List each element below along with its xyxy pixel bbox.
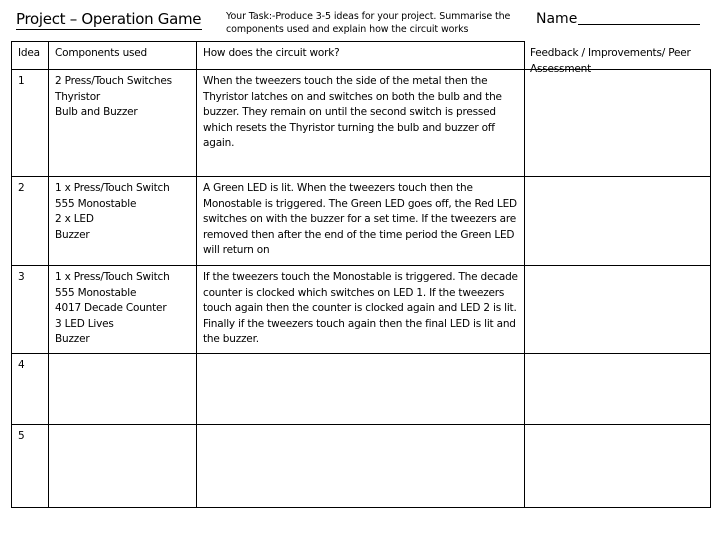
component-item: 555 Monostable — [55, 286, 137, 299]
idea-number: 5 — [12, 425, 49, 508]
component-item: 2 x LED — [55, 213, 94, 226]
component-item: Buzzer — [55, 333, 90, 346]
feedback-header-cell — [525, 42, 711, 70]
table-row — [12, 425, 711, 508]
idea-number: 2 — [12, 177, 49, 266]
name-underline — [578, 24, 700, 25]
feedback-cell[interactable] — [525, 425, 711, 508]
component-item: 1 x Press/Touch Switch — [55, 182, 170, 194]
how-cell[interactable] — [197, 177, 525, 266]
idea-number: 1 — [12, 70, 49, 177]
component-item: 555 Monostable — [55, 197, 137, 210]
component-item: Thyristor — [55, 90, 101, 103]
how-header: How does the circuit work? — [197, 42, 525, 70]
name-label: Name — [536, 11, 578, 27]
name-field[interactable] — [536, 9, 700, 29]
component-item: Buzzer — [55, 228, 90, 241]
how-text: If the tweezers touch the Monostable is triggered. The decade counter is clocked which switches on LED 1. If the tweezers touch again then the counter is clocked again and LED 2 is lit. Finally if the tweezers touch again then the final LED is lit and the buzzer. — [203, 271, 518, 346]
page-title: Project – Operation Game — [16, 10, 202, 28]
component-item: 4017 Decade Counter — [55, 302, 167, 315]
components-header: Components used — [49, 42, 197, 70]
component-item: 3 LED Lives — [55, 317, 114, 330]
how-cell[interactable] — [197, 266, 525, 354]
how-cell[interactable] — [197, 354, 525, 425]
idea-number: 4 — [12, 354, 49, 425]
component-item: Bulb and Buzzer — [55, 106, 138, 119]
component-item: 2 Press/Touch Switches — [55, 75, 172, 87]
feedback-cell[interactable] — [525, 266, 711, 354]
table-row — [12, 177, 711, 266]
how-cell[interactable] — [197, 70, 525, 177]
components-cell[interactable] — [49, 354, 197, 425]
feedback-cell[interactable] — [525, 354, 711, 425]
table-row — [12, 70, 711, 177]
table-row — [12, 266, 711, 354]
components-cell[interactable] — [49, 177, 197, 266]
header-row — [12, 42, 711, 70]
how-text: When the tweezers touch the side of the metal then the Thyristor latches on and switches on both the bulb and the buzzer. They remain on until the second switch is pressed which resets the Thyristor turning the bulb and buzzer off again. — [203, 75, 502, 150]
ideas-table — [11, 41, 711, 508]
feedback-cell[interactable] — [525, 177, 711, 266]
component-item: 1 x Press/Touch Switch — [55, 271, 170, 283]
task-instructions: Your Task:-Produce 3-5 ideas for your project. Summarise the components used and explain how the circuit works — [226, 11, 511, 35]
how-cell[interactable] — [197, 425, 525, 508]
how-text: A Green LED is lit. When the tweezers touch then the Monostable is triggered. The Green LED goes off, the Red LED switches on with the buzzer for a set time. If the tweezers are removed then after the end of the time period the Green LED will return on — [203, 182, 517, 257]
feedback-header: Feedback / Improvements/ Peer Assessment — [530, 47, 691, 75]
idea-header: Idea — [12, 42, 49, 70]
idea-number: 3 — [12, 266, 49, 354]
feedback-cell[interactable] — [525, 70, 711, 177]
components-cell[interactable] — [49, 425, 197, 508]
components-cell[interactable] — [49, 70, 197, 177]
components-cell[interactable] — [49, 266, 197, 354]
table-row — [12, 354, 711, 425]
